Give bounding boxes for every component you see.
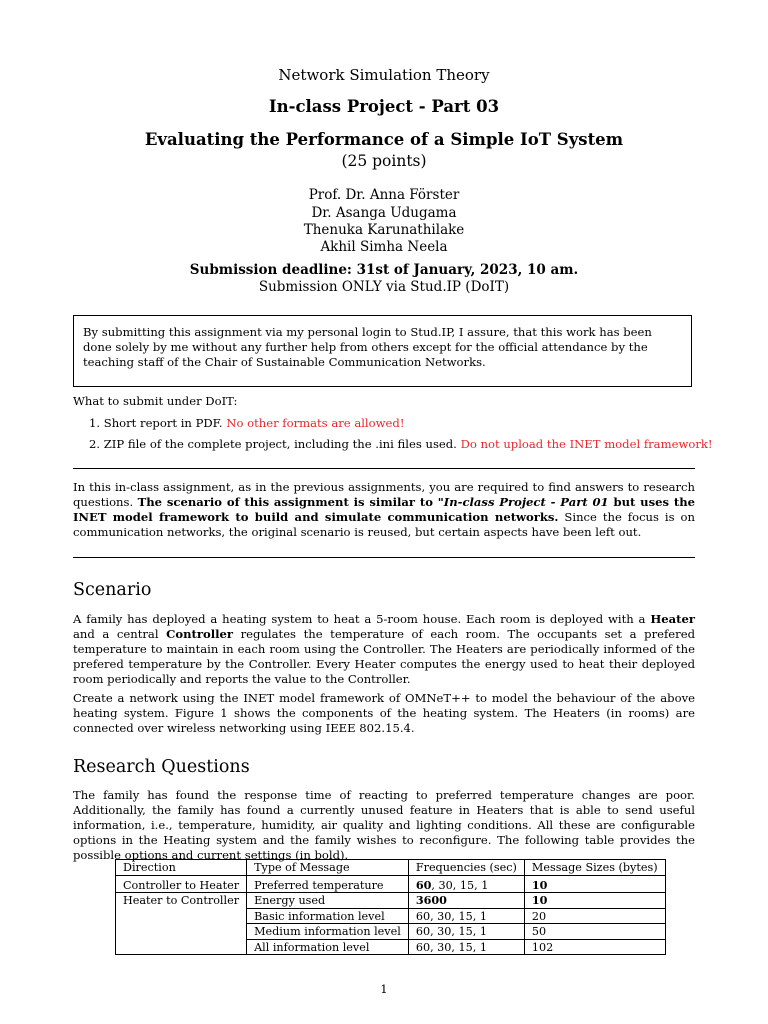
list-warning: No other formats are allowed!: [226, 416, 405, 430]
frequency-current: 3600: [415, 893, 447, 907]
table-cell-type: All information level: [247, 939, 409, 955]
document-title: Evaluating the Performance of a Simple IoT System: [144, 130, 624, 149]
list-number: 1.: [89, 416, 101, 430]
term-controller: Controller: [166, 627, 234, 641]
author: Dr. Asanga Udugama: [311, 205, 457, 221]
table-cell-size: 50: [524, 924, 665, 940]
submission-deadline: Submission deadline: 31st of January, 2023, 10 am.: [189, 262, 579, 278]
intro-paragraph: [73, 480, 695, 540]
table-header-cell: Type of Message: [247, 860, 409, 876]
scenario-text: and a central: [73, 627, 167, 641]
submission-method: Submission ONLY via Stud.IP (DoIT): [258, 279, 510, 295]
table-cell-frequency: [408, 893, 524, 909]
intro-bold-a: The scenario of this assignment is similar to ": [137, 495, 444, 509]
section-heading-scenario: Scenario: [73, 580, 152, 600]
table-cell-frequency: [408, 878, 524, 893]
list-warning: Do not upload the INET model framework!: [460, 437, 713, 451]
table-row: [116, 878, 666, 893]
intro-lead: In this in-class assignment, as in the previous assignments, you are required to find answers to research questions.: [73, 480, 695, 509]
table-cell-type: Basic information level: [247, 908, 409, 924]
course-name: Network Simulation Theory: [278, 66, 490, 84]
table-header-row: [116, 860, 666, 876]
table-header-cell: Frequencies (sec): [408, 860, 524, 876]
frequency-current: 60: [415, 877, 432, 892]
scenario-paragraph: [73, 612, 695, 687]
table-cell-size: 10: [524, 878, 665, 893]
table-cell-size: 102: [524, 939, 665, 955]
table-cell-type: Medium information level: [247, 924, 409, 940]
list-item: [89, 437, 713, 451]
table-row: [116, 893, 666, 909]
table-cell-direction: Controller to Heater: [116, 878, 247, 893]
intro-bold-b: but uses the INET model framework to build and simulate communication networks.: [73, 495, 695, 524]
table-cell-type: Preferred temperature: [247, 878, 409, 893]
author: Akhil Simha Neela: [320, 239, 448, 255]
section-heading-research-questions: Research Questions: [73, 757, 250, 777]
table-cell-size: 10: [524, 893, 665, 909]
scenario-text: regulates the temperature of each room. The occupants set a prefered temperature to maintain in each room using the Controller. The Heaters are periodically informed of the prefered temperature by the Controller. Every Heater computes the energy used to heat their deployed room periodically and reports the value to the Controller.: [73, 627, 695, 686]
table-cell-frequency: 60, 30, 15, 1: [408, 924, 524, 940]
frequency-options: , 30, 15, 1: [431, 878, 489, 892]
scenario-paragraph: Create a network using the INET model framework of OMNeT++ to model the behaviour of the above heating system. Figure 1 shows the components of the heating system. The Heaters (in rooms) are connected over wireless networking using IEEE 802.15.4.: [73, 691, 695, 735]
options-table: [115, 859, 666, 955]
list-item: [89, 416, 405, 430]
declaration-text: By submitting this assignment via my personal login to Stud.IP, I assure, that this work has been done solely by me without any further help from others except for the official attendance by the teaching staff of the Chair of Sustainable Communication Networks.: [83, 325, 652, 369]
author: Prof. Dr. Anna Förster: [308, 187, 460, 203]
table-cell-frequency: 60, 30, 15, 1: [408, 908, 524, 924]
table-cell-size: 20: [524, 908, 665, 924]
author: Thenuka Karunathilake: [303, 222, 465, 238]
horizontal-rule: [73, 557, 695, 558]
project-part: In-class Project - Part 03: [268, 97, 500, 116]
table-cell-type: Energy used: [247, 893, 409, 909]
list-number: 2.: [89, 437, 101, 451]
table-header-cell: Direction: [116, 860, 247, 876]
submit-heading: What to submit under DoIT:: [73, 394, 238, 408]
table-cell-direction: Heater to Controller: [116, 893, 247, 955]
scenario-text: A family has deployed a heating system to heat a 5-room house. Each room is deployed with a: [73, 612, 651, 626]
page-number: 1: [380, 982, 388, 996]
table-cell-frequency: 60, 30, 15, 1: [408, 939, 524, 955]
list-text: ZIP file of the complete project, including the .ini files used.: [103, 437, 457, 451]
intro-tail: Since the focus is on communication networks, the original scenario is reused, but certain aspects have been left out.: [73, 510, 695, 539]
points: (25 points): [341, 152, 427, 170]
intro-bold-italic: In-class Project - Part 01: [443, 495, 609, 509]
table-header-cell: Message Sizes (bytes): [524, 860, 665, 876]
horizontal-rule: [73, 468, 695, 469]
research-paragraph: The family has found the response time of reacting to preferred temperature changes are poor. Additionally, the family has found a currently unused feature in Heaters that is able to send useful information, i.e., temperature, humidity, air quality and lighting conditions. All these are configurable options in the Heating system and the family wishes to reconfigure. The following table provides the possible options and current settings (in bold).: [73, 788, 695, 862]
term-heater: Heater: [650, 612, 695, 626]
list-text: Short report in PDF.: [103, 416, 223, 430]
declaration-box: [73, 315, 692, 387]
